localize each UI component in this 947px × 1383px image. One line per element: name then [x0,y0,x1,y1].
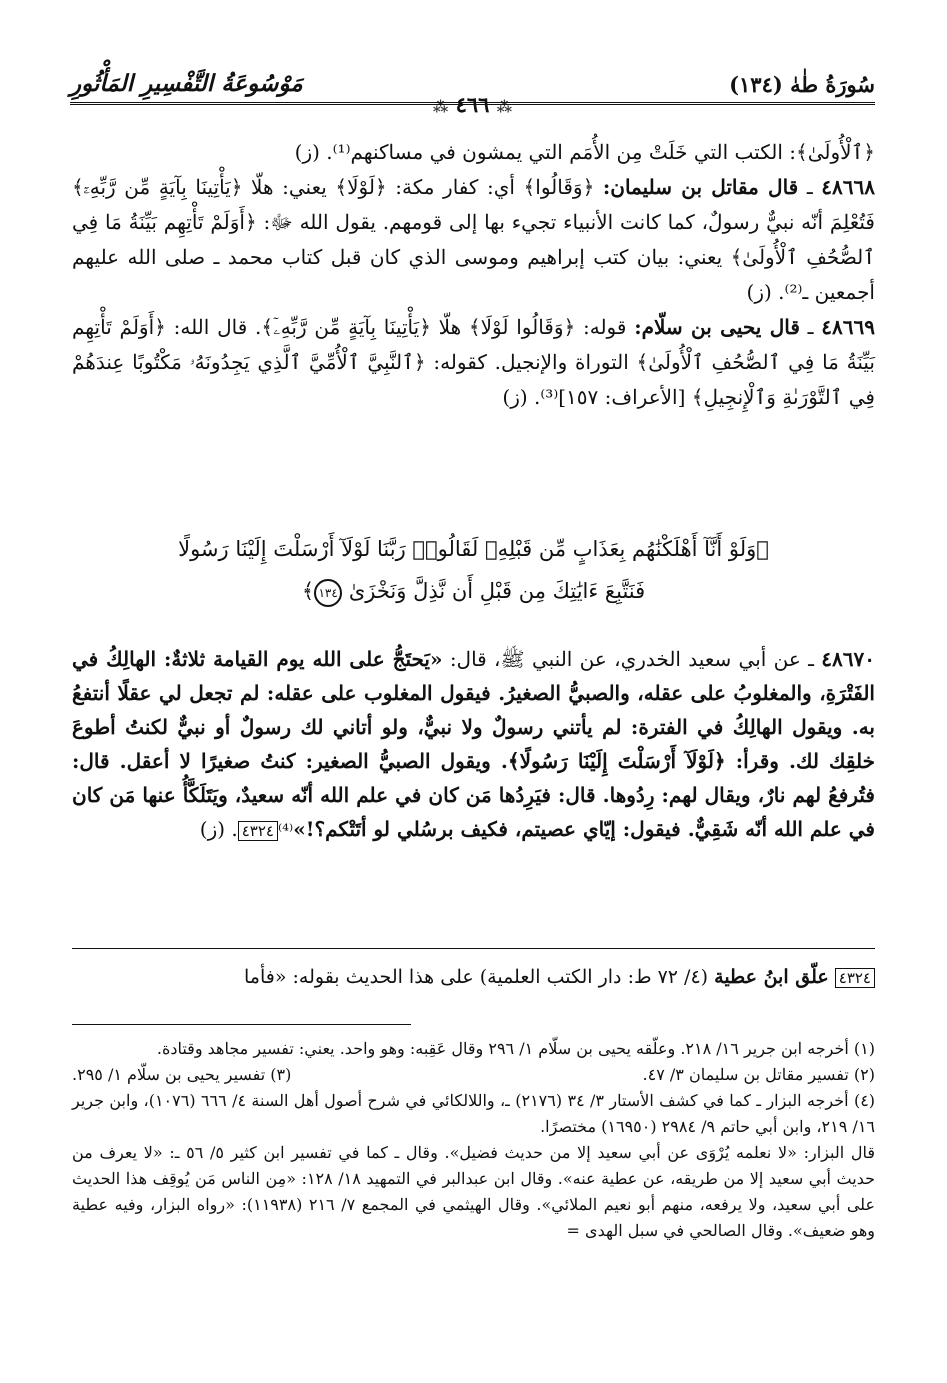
footnote-3: (٣) تفسير يحيى بن سلّام ١/ ٢٩٥. [72,1065,292,1084]
commentary-text: (٤/ ٧٢ ط: دار الكتب العلمية) على هذا الحديث بقوله: «فأما [244,966,709,988]
ayah-number-badge: ١٣٤ [314,579,342,607]
narration-48668: ٤٨٦٦٨ ـ قال مقاتل بن سليمان: ﴿وَقَالُوا﴾ أي: كفار مكة: ﴿لَوْلَا﴾ يعني: هلّا ﴿يَأْتِينَا بِآيَةٍ مِّن رَّبِّهِۦٓ﴾ فَتُعْلِمَ أنّه نبيٌّ رسولٌ، كما كانت الأنبياء تجيء بها إلى قومهم. يقول الله ﷻ: ﴿أَوَلَمْ تَأْتِهِم بَيِّنَةُ مَا فِي ٱلصُّحُفِ ٱلْأُولَىٰ﴾ يعني: بيان كتب إبراهيم وموسى الذي كان قبل كتاب محمد ـ صلى الله عليهم أجمعين ـ⁽²⁾. (ز) [72,175,875,304]
footnotes [72,1036,875,1244]
hadith-intro: ـ عن أبي سعيد الخدري، عن النبي ﷺ، قال: [449,647,814,671]
commentary-author: علّق ابنُ عطية [714,966,829,988]
commentary-note [72,962,875,992]
verse-line-2 [110,570,837,612]
footnote-4: (٤) أخرجه البزار ـ كما في كشف الأستار ٣/ ٣٤ (٢١٧٦) ـ، واللالكائي في شرح أصول أهل السنة ٤/ ٦٦٦ (١٠٧٦)، وابن جرير ١٦/ ٢١٩، وابن أبي حاتم ٩/ ٢٩٨٤ (١٦٩٥٠) مختصرًا. [72,1091,876,1136]
page-header [70,64,875,117]
footnote-1: (١) أخرجه ابن جرير ١٦/ ٢١٨. وعلّقه يحيى بن سلّام ١/ ٢٩٦ وقال عَقِبه: وهو واحد. يعني: تفسير مجاهد وقتادة. [156,1039,875,1058]
hadith-48670 [72,642,875,848]
narrator-name: قال يحيى بن سلّام: [634,315,800,339]
book-title: مَوْسُوعَةُ التَّفْسِيرِ المَأْثُورِ [70,70,303,97]
narration-number: ٤٨٦٦٨ [821,175,875,199]
narration-48669: ٤٨٦٦٩ ـ قال يحيى بن سلّام: قوله: ﴿وَقَالُوا لَوْلَا﴾ هلّا ﴿يَأْتِينَا بِآيَةٍ مِّن رَّبِّهِۦٓ﴾. قال الله: ﴿أَوَلَمْ تَأْتِهِم بَيِّنَةُ مَا فِي ٱلصُّحُفِ ٱلْأُولَىٰ﴾ التوراة والإنجيل. كقوله: ﴿ٱلنَّبِيَّ ٱلْأُمِّيَّ ٱلَّذِي يَجِدُونَهُۥ مَكْتُوبًا عِندَهُمْ فِي ٱلتَّوْرَىٰةِ وَٱلْإِنجِيلِ﴾ [الأعراف: ١٥٧]⁽³⁾. (ز) [72,315,875,409]
footnote-divider [72,1024,411,1025]
commentary-ref-box[interactable]: ٤٣٢٤ [238,821,278,841]
ornament-left: ⁂ [496,98,513,116]
verse-close-bracket: ﴾ [301,579,315,603]
footnote-4-continued: قال البزار: «لا نعلمه يُرْوَى عن أبي سعيد إلا من حديث فضيل». وقال ـ كما في تفسير ابن كثير ٥/ ٥٦ ـ: «لا يعرف من حديث أبي سعيد إلا من طريقه، عن عطية عنه». وقال ابن عبدالبر في التمهيد ١٨/ ١٢٨: «مِن الناس مَن يُوقِف هذا الحديث على أبي سعيد، ولا يرفعه، منهم أبو نعيم الملائي». وقال الهيثمي في المجمع ٧/ ٢١٦ (١١٩٣٨): «رواه البزار، وفيه عطية وهو ضعيف». وقال الصالحي في سبل الهدى = [72,1143,876,1240]
footnote-marker: ⁽⁴⁾ [277,821,294,841]
surah-title: سُورَةُ طٰهٰ (١٣٤) [729,72,875,97]
hadith-end: . (ز) [199,817,238,841]
main-text [72,135,875,415]
narration-text: قوله: ﴿وَقَالُوا لَوْلَا﴾ هلّا ﴿يَأْتِينَا بِآيَةٍ مِّن رَّبِّهِۦٓ﴾. قال الله: ﴿أَوَلَمْ تَأْتِهِم بَيِّنَةُ مَا فِي ٱلصُّحُفِ ٱلْأُولَىٰ﴾ التوراة والإنجيل. كقوله: ﴿ٱلنَّبِيَّ ٱلْأُمِّيَّ ٱلَّذِي يَجِدُونَهُۥ مَكْتُوبًا عِندَهُمْ فِي ٱلتَّوْرَىٰةِ وَٱلْإِنجِيلِ﴾ [الأعراف: ١٥٧]⁽³⁾. (ز) [72,315,875,409]
footnote-row-2-3 [72,1062,875,1088]
paragraph-1: ﴿ٱلْأُولَىٰ﴾: الكتب التي خَلَتْ مِن الأُمَم التي يمشون في مساكنهم⁽¹⁾. (ز) [294,140,875,164]
verse-line-1: ﴿وَلَوْ أَنَّآ أَهْلَكْنَٰهُم بِعَذَابٍ مِّن قَبْلِهِۦ لَقَالُوا۟ رَبَّنَا لَوْلَآ أَرْسَلْتَ إِلَيْنَا رَسُولًا [178,537,769,561]
footnote-2: (٢) تفسير مقاتل بن سليمان ٣/ ٤٧. [642,1065,875,1084]
ornament-right: ⁂ [432,98,449,116]
hadith-text: «يَحتَجُّ على الله يوم القيامة ثلاثةٌ: الهالِكُ في الفَتْرَةِ، والمغلوبُ على عقله، والصبيُّ الصغيرُ. فيقول المغلوب على عقله: لم تجعل لي عقلًا أنتفعُ به. ويقول الهالِكُ في الفترة: لم يأتني رسولٌ ولا نبيٌّ، ولو أتاني لك رسولٌ أو نبيٌّ لكنتُ أطوعَ خلقِك لك. وقرأ: ﴿لَوْلَآ أَرْسَلْتَ إِلَيْنَا رَسُولًا﴾. ويقول الصبيُّ الصغير: كنتُ صغيرًا لا أعقل. قال: فتُرفعُ لهم نارٌ، ويقال لهم: رِدُوها. قال: فيَرِدُها مَن كان في علم الله أنّه سعيدٌ، ويَتَلَكَّأُ عنها مَن كان في علم الله أنّه شَقِيٌّ. فيقول: إيّاي عصيتم، فكيف برسُلي لو أتَتْكم؟!» [72,647,875,841]
page-number: ٤٦٦ [455,92,490,117]
section-divider [72,948,875,949]
commentary-ref-box: ٤٣٢٤ [835,968,875,988]
hadith-number: ٤٨٦٧٠ [821,647,875,671]
narration-number: ٤٨٦٦٩ [821,315,875,339]
header-rule [70,102,875,105]
narration-text: ﴿وَقَالُوا﴾ أي: كفار مكة: ﴿لَوْلَا﴾ يعني: هلّا ﴿يَأْتِينَا بِآيَةٍ مِّن رَّبِّهِۦٓ﴾ فَتُعْلِمَ أنّه نبيٌّ رسولٌ، كما كانت الأنبياء تجيء بها إلى قومهم. يقول الله ﷻ: ﴿أَوَلَمْ تَأْتِهِم بَيِّنَةُ مَا فِي ٱلصُّحُفِ ٱلْأُولَىٰ﴾ يعني: بيان كتب إبراهيم وموسى الذي كان قبل كتاب محمد ـ صلى الله عليهم أجمعين ـ⁽²⁾. (ز) [72,175,875,304]
quran-verse [110,528,837,612]
narrator-name: قال مقاتل بن سليمان: [602,175,799,199]
verse-line-2-text: فَنَتَّبِعَ ءَايَٰتِكَ مِن قَبْلِ أَن نَّذِلَّ وَنَخْزَىٰ [348,579,646,603]
